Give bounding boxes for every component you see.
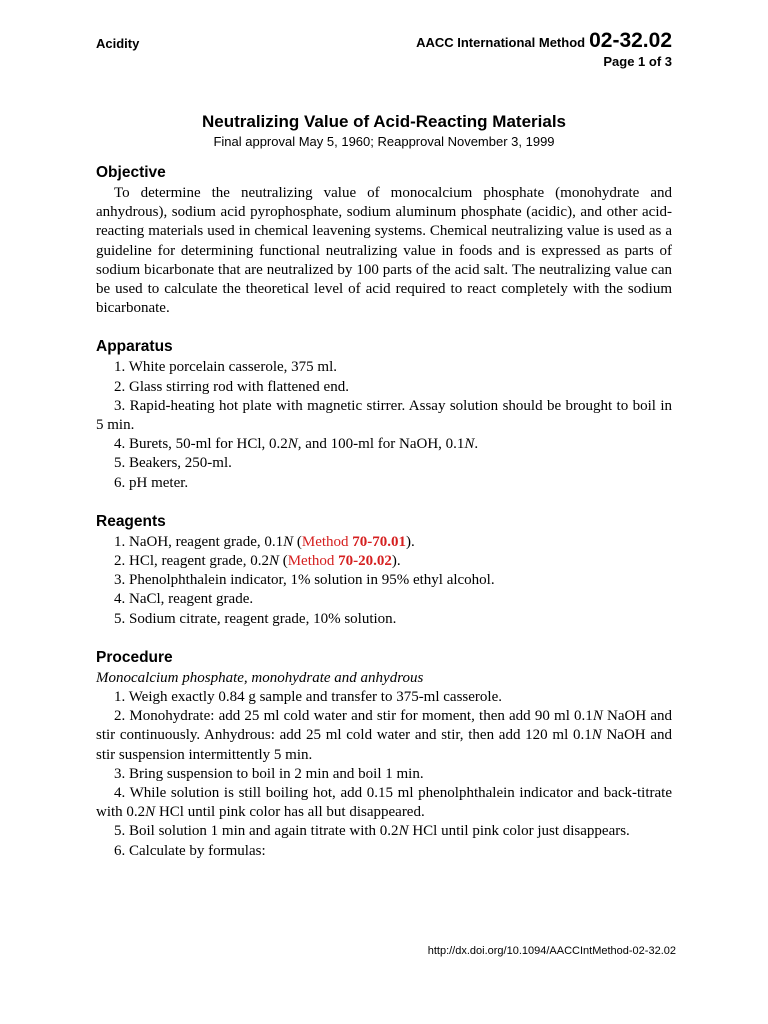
apparatus-item: 1. White porcelain casserole, 375 ml. <box>114 359 337 376</box>
apparatus-heading: Apparatus <box>96 338 173 356</box>
procedure-subheading: Monocalcium phosphate, monohydrate and anhydrous <box>96 669 424 686</box>
apparatus-item: 2. Glass stirring rod with flattened end. <box>114 378 349 395</box>
header-section-label: Acidity <box>96 36 140 51</box>
reagent-item: 2. HCl, reagent grade, 0.2N (Method 70-20.02). <box>114 553 401 570</box>
procedure-step: 5. Boil solution 1 min and again titrate with 0.2N HCl until pink color just disappears. <box>114 823 630 840</box>
procedure-step: 3. Bring suspension to boil in 2 min and boil 1 min. <box>114 765 424 782</box>
reagent-item: 1. NaOH, reagent grade, 0.1N (Method 70-70.01). <box>114 533 415 550</box>
approval-dates: Final approval May 5, 1960; Reapproval November 3, 1999 <box>213 134 555 149</box>
method-line <box>416 29 672 53</box>
method-link-70-70-01[interactable]: Method 70-70.01 <box>301 533 407 550</box>
reagent-item: 4. NaCl, reagent grade. <box>114 591 254 608</box>
page-indicator: Page 1 of 3 <box>603 54 672 69</box>
doi-link[interactable]: http://dx.doi.org/10.1094/AACCIntMethod-02-32.02 <box>427 945 676 957</box>
header-method-block <box>416 29 672 69</box>
procedure-step: 2. Monohydrate: add 25 ml cold water and stir for moment, then add 90 ml 0.1N NaOH and stir continuously. Anhydrous: add 25 ml cold water and stir, then add 120 ml 0.1N NaOH and stir suspension intermittently 5 min. <box>96 708 672 763</box>
procedure-step: 4. While solution is still boiling hot, add 0.15 ml phenolphthalein indicator and back-titrate with 0.2N HCl until pink color has all but disappeared. <box>96 785 672 821</box>
method-number: 02-32.02 <box>589 29 672 52</box>
method-link-70-20-02[interactable]: Method 70-20.02 <box>287 553 392 570</box>
objective-heading: Objective <box>96 164 166 181</box>
reagent-item: 5. Sodium citrate, reagent grade, 10% solution. <box>114 610 397 627</box>
apparatus-item: 3. Rapid-heating hot plate with magnetic stirrer. Assay solution should be brought to boil in 5 min. <box>96 397 672 434</box>
procedure-heading: Procedure <box>96 648 173 666</box>
reagent-item: 3. Phenolphthalein indicator, 1% solution in 95% ethyl alcohol. <box>114 572 495 589</box>
procedure-step: 1. Weigh exactly 0.84 g sample and transfer to 375-ml casserole. <box>114 689 502 706</box>
apparatus-item: 5. Beakers, 250-ml. <box>114 455 232 472</box>
reagents-heading: Reagents <box>96 512 166 530</box>
procedure-step: 6. Calculate by formulas: <box>114 842 266 859</box>
document-body <box>96 162 672 861</box>
document-title: Neutralizing Value of Acid-Reacting Materials <box>201 112 566 131</box>
apparatus-item: 6. pH meter. <box>114 474 189 491</box>
apparatus-item: 4. Burets, 50-ml for HCl, 0.2N, and 100-ml for NaOH, 0.1N. <box>114 436 479 453</box>
objective-text: To determine the neutralizing value of monocalcium phosphate (monohydrate and anhydrous), sodium acid pyrophosphate, sodium aluminum phosphate (acidic), and other acid-reacting materials used in chemical leavening systems. Chemical neutralizing value is used as a guideline for determining functional neutralizing value in foods and is expressed as parts of sodium bicarbonate that are neutralized by 100 parts of the acid salt. The neutralizing value can be used to calculate the theoretical level of acid required to react completely with the sodium bicarbonate. <box>96 185 672 317</box>
method-label: AACC International Method <box>416 35 586 50</box>
